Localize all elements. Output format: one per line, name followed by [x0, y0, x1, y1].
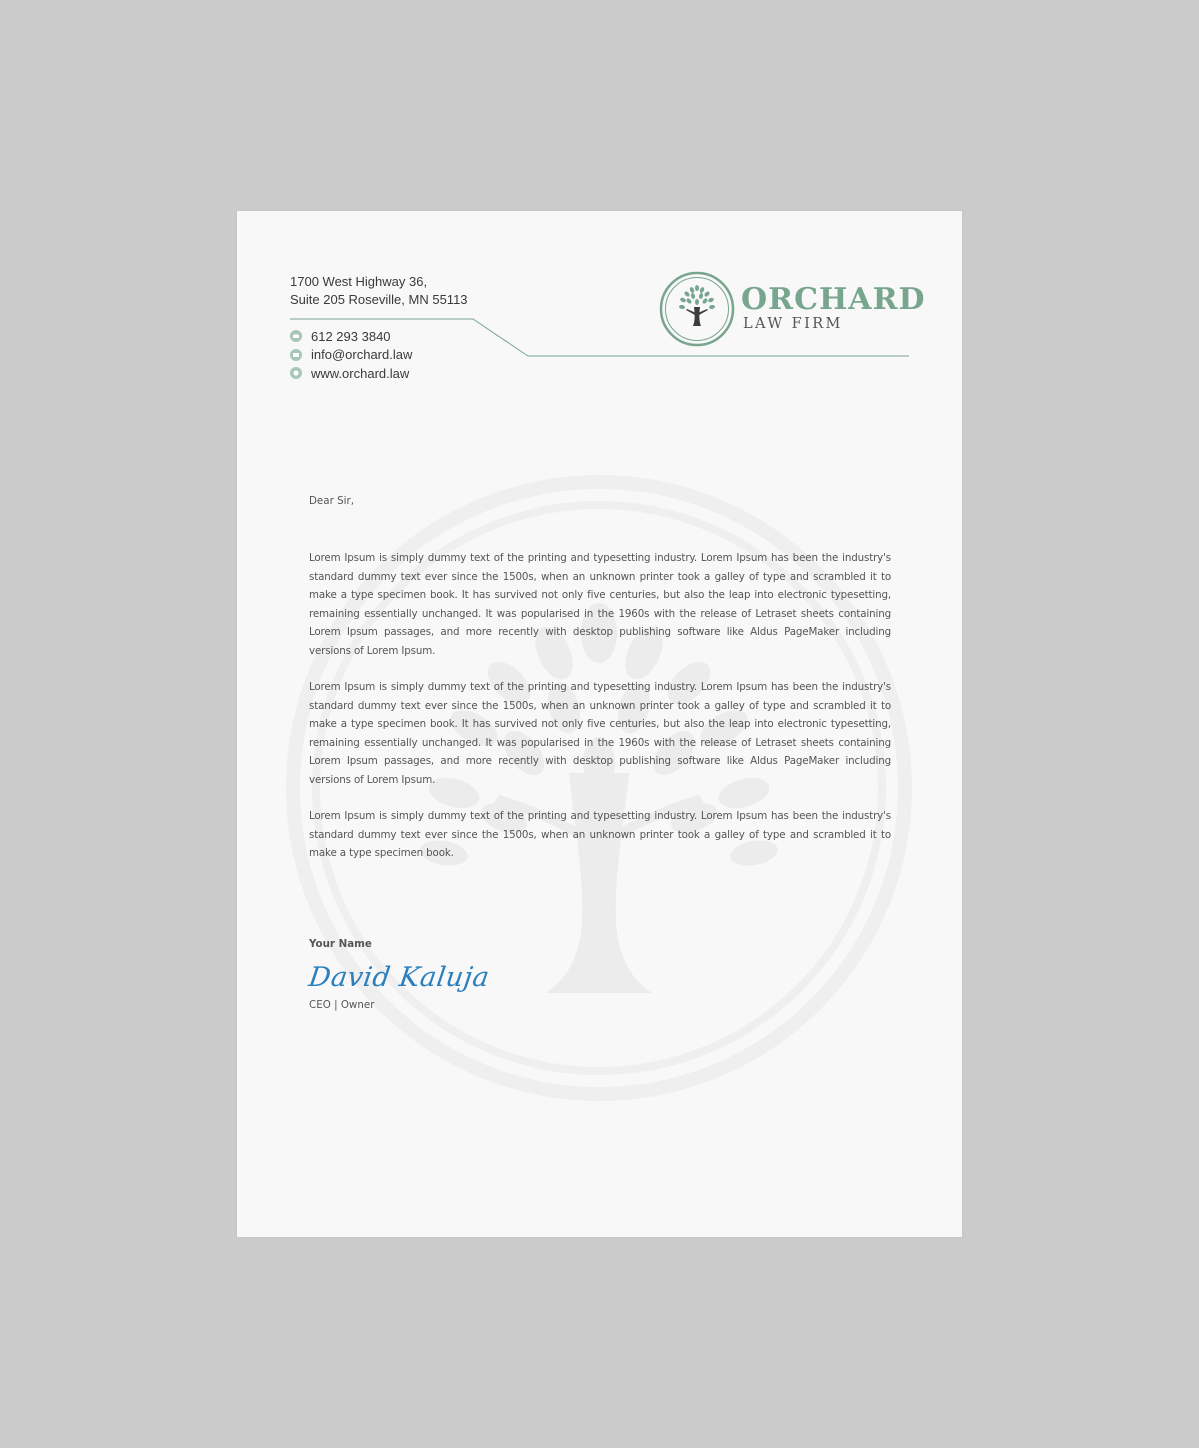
company-logo [659, 271, 926, 347]
address-line-1: 1700 West Highway 36, [290, 274, 428, 289]
contact-web[interactable] [290, 364, 412, 383]
contact-phone-text: 612 293 3840 [311, 328, 391, 344]
web-icon [290, 367, 302, 379]
phone-icon [290, 330, 302, 342]
body-paragraph-3: Lorem Ipsum is simply dummy text of the printing and typesetting industry. Lorem Ipsum has been the industry's standard dummy text ever since the 1500s, when an unknown printer took a galley of type and scrambled it to make a type specimen book. [309, 810, 891, 859]
address-line-2: Suite 205 Roseville, MN 55113 [290, 292, 468, 307]
tree-logo-icon [659, 271, 735, 347]
contact-list [290, 327, 412, 383]
email-icon [290, 349, 302, 361]
contact-email-text: info@orchard.law [311, 347, 413, 363]
contact-phone[interactable] [290, 327, 412, 346]
handwritten-signature: David Kaluja [306, 962, 492, 993]
logo-name: ORCHARD [741, 282, 926, 317]
body-paragraph-2: Lorem Ipsum is simply dummy text of the printing and typesetting industry. Lorem Ipsum has been the industry's standard dummy text ever since the 1500s, when an unknown printer took a galley of type and scrambled it to make a type specimen book. It has survived not only five centuries, but also the leap into electronic typesetting, remaining essentially unchanged. It was popularised in the 1960s with the release of Letraset sheets containing Lorem Ipsum passages, and more recently with desktop publishing software like Aldus PageMaker including versions of Lorem Ipsum. [309, 681, 891, 786]
salutation: Dear Sir, [309, 495, 354, 507]
signoff-label: Your Name [309, 938, 372, 950]
logo-subtitle: LAW FIRM [743, 316, 843, 332]
body-paragraph-1: Lorem Ipsum is simply dummy text of the printing and typesetting industry. Lorem Ipsum has been the industry's standard dummy text ever since the 1500s, when an unknown printer took a galley of type and scrambled it to make a type specimen book. It has survived not only five centuries, but also the leap into electronic typesetting, remaining essentially unchanged. It was popularised in the 1960s with the release of Letraset sheets containing Lorem Ipsum passages, and more recently with desktop publishing software like Aldus PageMaker including versions of Lorem Ipsum. [309, 552, 891, 657]
signer-title: CEO | Owner [309, 999, 375, 1011]
signature-block [306, 938, 492, 1011]
contact-web-text: www.orchard.law [311, 365, 410, 381]
letterhead-sheet [237, 211, 962, 1237]
contact-email[interactable] [290, 346, 412, 365]
letter-body [309, 495, 891, 881]
